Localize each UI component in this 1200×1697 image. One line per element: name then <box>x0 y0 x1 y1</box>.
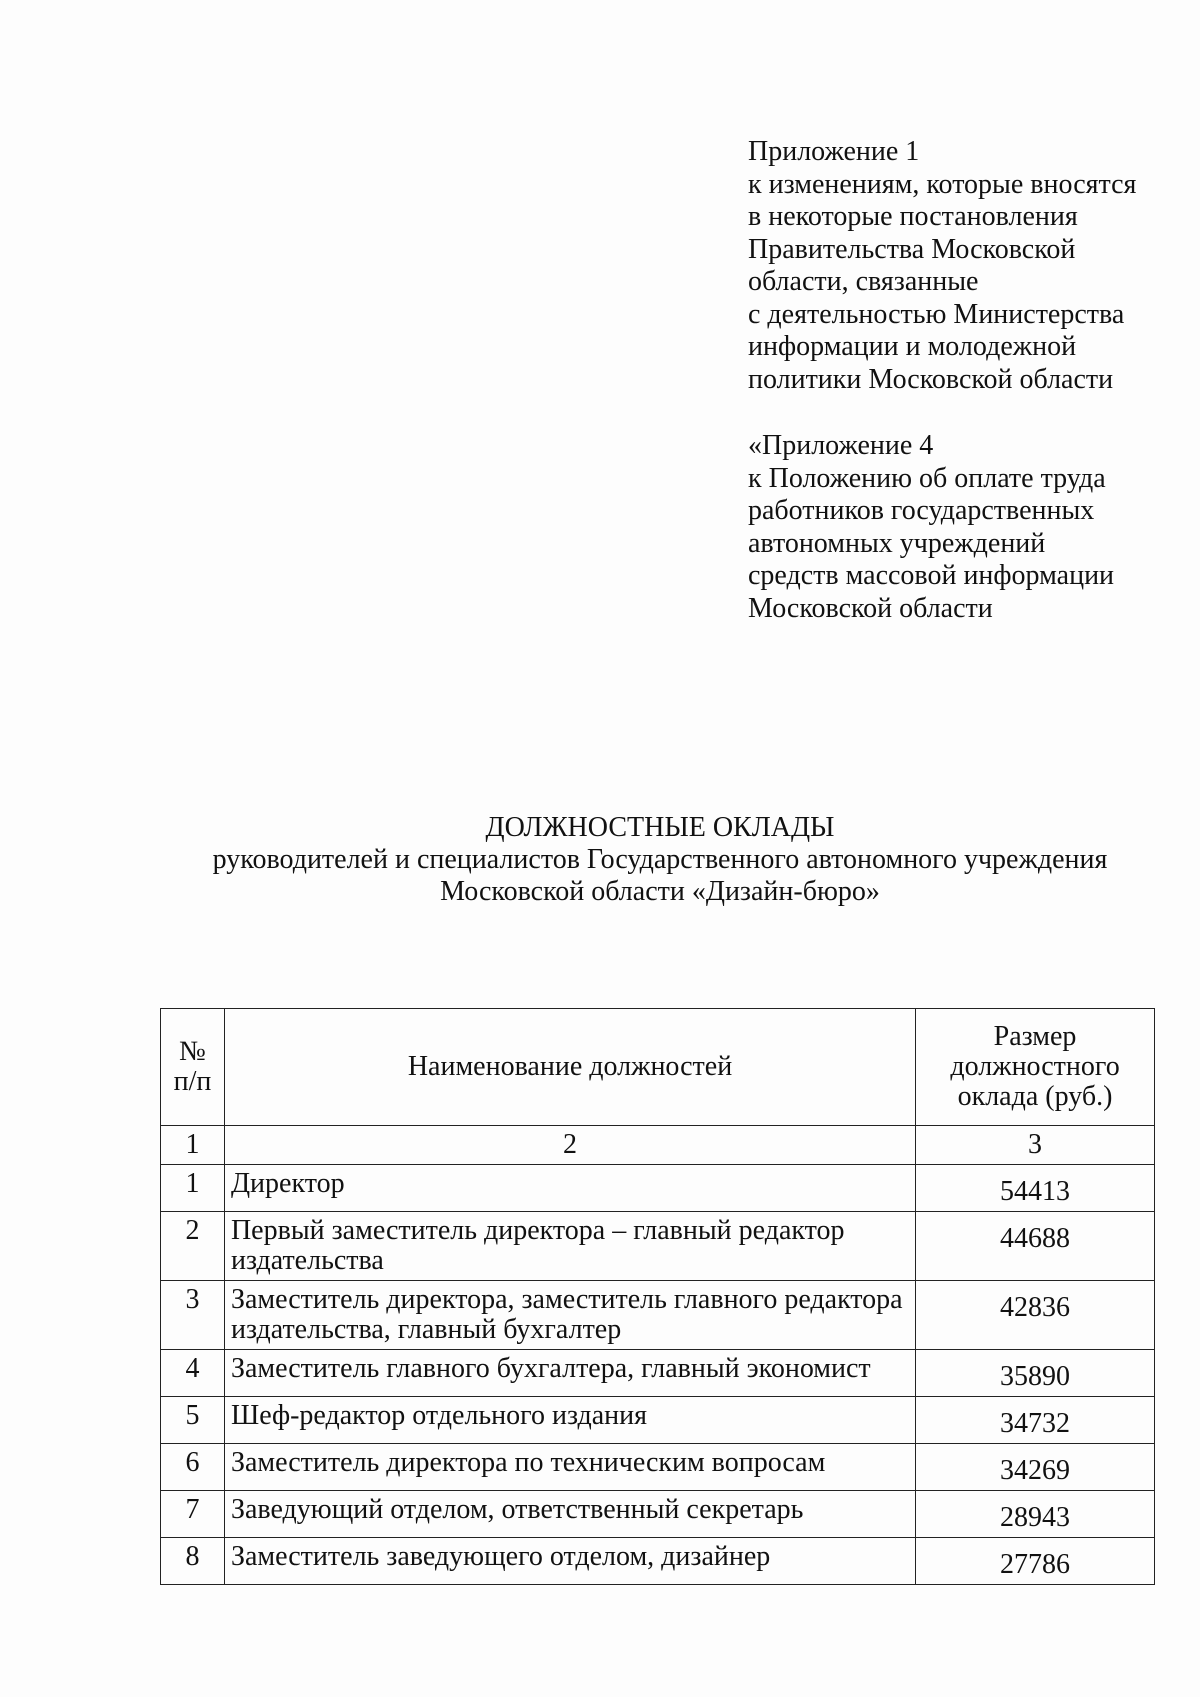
column-index: 2 <box>224 1126 915 1165</box>
table-row <box>161 1350 1155 1397</box>
position-name: Шеф-редактор отдельного издания <box>224 1397 915 1444</box>
salary-value: 28943 <box>916 1491 1155 1538</box>
appendix-4-line: к Положению об оплате труда <box>748 462 1106 494</box>
salary-value: 34732 <box>916 1397 1155 1444</box>
salary-table <box>160 1008 1155 1585</box>
appendix-1-line: в некоторые постановления <box>748 201 1078 232</box>
header-number-label: п/п <box>173 1066 212 1097</box>
salary-value: 44688 <box>916 1212 1155 1281</box>
document-title <box>0 812 1200 908</box>
table-header-row <box>161 1009 1155 1126</box>
position-name: Заместитель директора по техническим вопросам <box>224 1444 915 1491</box>
table-row <box>161 1538 1155 1585</box>
salary-value: 35890 <box>916 1350 1155 1397</box>
table-row <box>161 1212 1155 1281</box>
appendix-4-line: «Приложение 4 <box>748 430 934 461</box>
position-name: Заведующий отделом, ответственный секретарь <box>224 1491 915 1538</box>
position-name: Заместитель главного бухгалтера, главный экономист <box>224 1350 915 1397</box>
table-row <box>161 1444 1155 1491</box>
position-name: Директор <box>224 1165 915 1212</box>
column-index: 3 <box>916 1126 1155 1165</box>
header-salary-line: оклада (руб.) <box>957 1081 1113 1112</box>
position-name: Заместитель директора, заместитель главного редактора издательства, главный бухгалтер <box>224 1281 915 1350</box>
appendix-4-line: работников государственных <box>748 495 1095 526</box>
table-row <box>161 1165 1155 1212</box>
table-row <box>161 1397 1155 1444</box>
title-subtitle: руководителей и специалистов Государственного автономного учреждения <box>212 844 1108 875</box>
header-salary-line: Размер <box>993 1021 1077 1052</box>
salary-value: 42836 <box>916 1281 1155 1350</box>
appendix-4-line: средств массовой информации <box>748 560 1115 591</box>
table-row <box>161 1491 1155 1538</box>
appendix-1-line: с деятельностью Министерства <box>748 298 1125 330</box>
appendix-1-note <box>748 136 1136 396</box>
salary-value: 27786 <box>916 1538 1155 1585</box>
row-number: 7 <box>161 1491 225 1538</box>
table-row <box>161 1281 1155 1350</box>
row-number: 4 <box>161 1350 225 1397</box>
appendix-1-line: политики Московской области <box>748 363 1114 395</box>
appendix-1-line: информации и молодежной <box>748 331 1077 362</box>
title-heading: ДОЛЖНОСТНЫЕ ОКЛАДЫ <box>485 812 835 843</box>
row-number: 8 <box>161 1538 225 1585</box>
appendix-4-line: автономных учреждений <box>748 527 1046 559</box>
row-number: 2 <box>161 1212 225 1281</box>
appendix-1-line: Правительства Московской <box>748 233 1076 265</box>
column-index-row <box>161 1126 1155 1165</box>
row-number: 1 <box>161 1165 225 1212</box>
position-name: Первый заместитель директора – главный редактор издательства <box>224 1212 915 1281</box>
header-number <box>161 1009 225 1126</box>
appendix-4-line: Московской области <box>748 592 993 624</box>
row-number: 5 <box>161 1397 225 1444</box>
row-number: 6 <box>161 1444 225 1491</box>
appendix-1-line: области, связанные <box>748 266 979 297</box>
title-subtitle-2: Московской области «Дизайн-бюро» <box>440 876 880 907</box>
salary-value: 34269 <box>916 1444 1155 1491</box>
header-salary-line: должностного <box>950 1051 1120 1082</box>
header-number-symbol: № <box>179 1036 206 1067</box>
appendix-1-line: Приложение 1 <box>748 136 920 167</box>
appendix-4-note <box>748 430 1114 625</box>
header-salary <box>916 1009 1155 1126</box>
appendix-1-line: к изменениям, которые вносятся <box>748 168 1137 200</box>
column-index: 1 <box>161 1126 225 1165</box>
header-position-name: Наименование должностей <box>224 1009 915 1126</box>
position-name: Заместитель заведующего отделом, дизайнер <box>224 1538 915 1585</box>
salary-value: 54413 <box>916 1165 1155 1212</box>
row-number: 3 <box>161 1281 225 1350</box>
